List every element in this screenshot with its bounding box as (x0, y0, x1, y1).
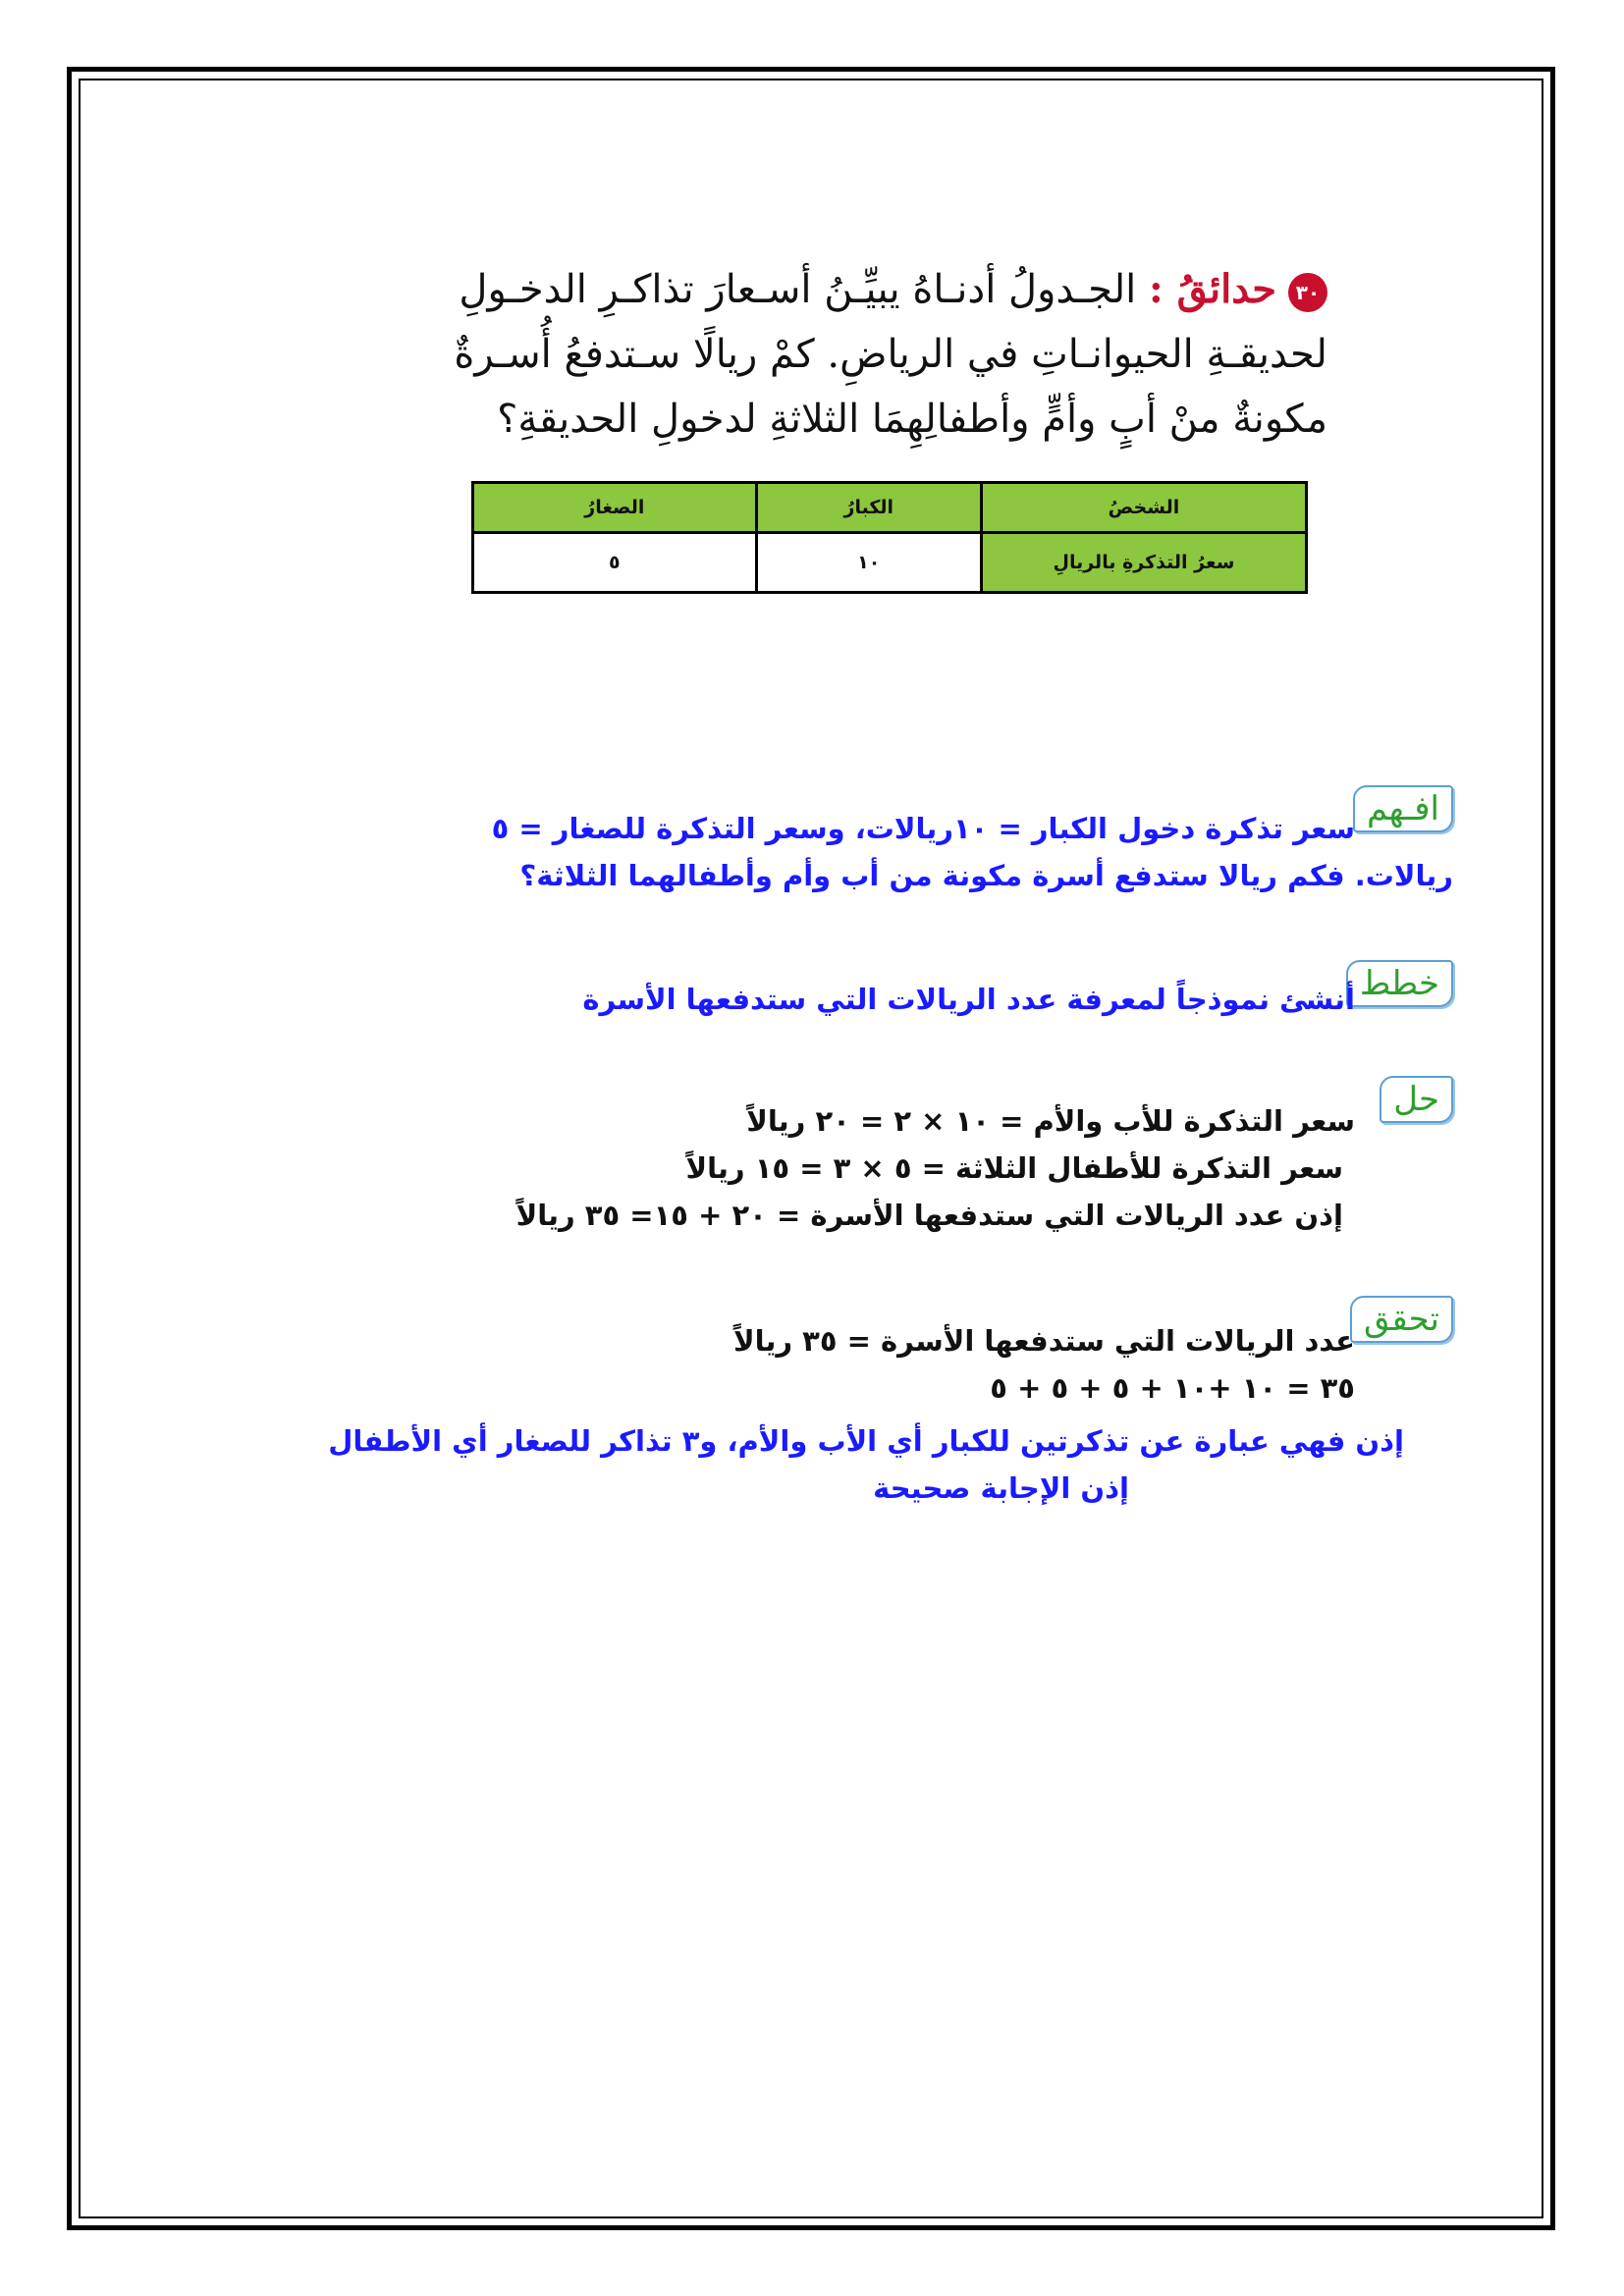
cell-children-price: ٥ (473, 533, 757, 593)
problem-line-3: مكونةٌ منْ أبٍ وأمٍّ وأطفالِهِمَا الثلاثةِ لدخولِ الحديقةِ؟ (497, 397, 1327, 442)
check-line-1: عدد الريالات التي ستدفعها الأسرة = ٣٥ ريالاً (732, 1324, 1355, 1358)
solve-line-1: سعر التذكرة للأب والأم = ١٠ × ٢ = ٢٠ ريالاً (746, 1104, 1355, 1138)
solution-steps (177, 785, 1453, 1669)
understand-badge: افـهم (1353, 785, 1453, 832)
check-line-3: إذن فهي عبارة عن تذكرتين للكبار أي الأب والأم، و٣ تذاكر للصغار أي الأطفال (328, 1424, 1404, 1458)
row-label-ticket-price: سعرُ التذكرةِ بالريالِ (981, 533, 1306, 593)
table-row (473, 533, 1307, 593)
solve-line-2: سعر التذكرة للأطفال الثلاثة = ٥ × ٣ = ١٥ ريالاً (685, 1151, 1343, 1185)
problem-title: حدائقُ : (1148, 266, 1276, 312)
problem-line-2: لحديقـةِ الحيوانـاتِ في الرياضِ. كمْ ريالًا سـتدفعُ أُسـرةٌ (454, 332, 1327, 377)
table-header-row (473, 483, 1307, 533)
question-number-badge: ٣٠ (1288, 273, 1327, 312)
header-person: الشخصُ (981, 483, 1306, 533)
solve-line-3: إذن عدد الريالات التي ستدفعها الأسرة = ٢٠ + ١٥= ٣٥ ريالاً (515, 1199, 1343, 1232)
plan-badge: خطط (1346, 960, 1453, 1007)
check-line-4: إذن الإجابة صحيحة (873, 1471, 1129, 1505)
check-line-2: ٣٥ = ١٠ +١٠ + ٥ + ٥ + ٥ (990, 1371, 1355, 1405)
problem-statement (295, 257, 1327, 452)
cell-adults-price: ١٠ (756, 533, 981, 593)
header-adults: الكبارُ (756, 483, 981, 533)
understand-line-2: ريالات. فكم ريالا ستدفع أسرة مكونة من أب وأم وأطفالهما الثلاثة؟ (519, 859, 1453, 892)
header-children: الصغارُ (473, 483, 757, 533)
ticket-price-table (471, 481, 1308, 594)
understand-line-1: سعر تذكرة دخول الكبار = ١٠ريالات، وسعر التذكرة للصغار = ٥ (491, 812, 1355, 845)
plan-line-1: أنشئ نموذجاً لمعرفة عدد الريالات التي ستدفعها الأسرة (582, 983, 1355, 1016)
problem-line-1 (295, 257, 1327, 322)
problem-text-1: الجـدولُ أدنـاهُ يبيِّـنُ أسـعارَ تذاكـرِ الدخـولِ (459, 267, 1137, 312)
check-badge: تحقق (1350, 1296, 1453, 1343)
solve-badge: حل (1380, 1076, 1453, 1123)
